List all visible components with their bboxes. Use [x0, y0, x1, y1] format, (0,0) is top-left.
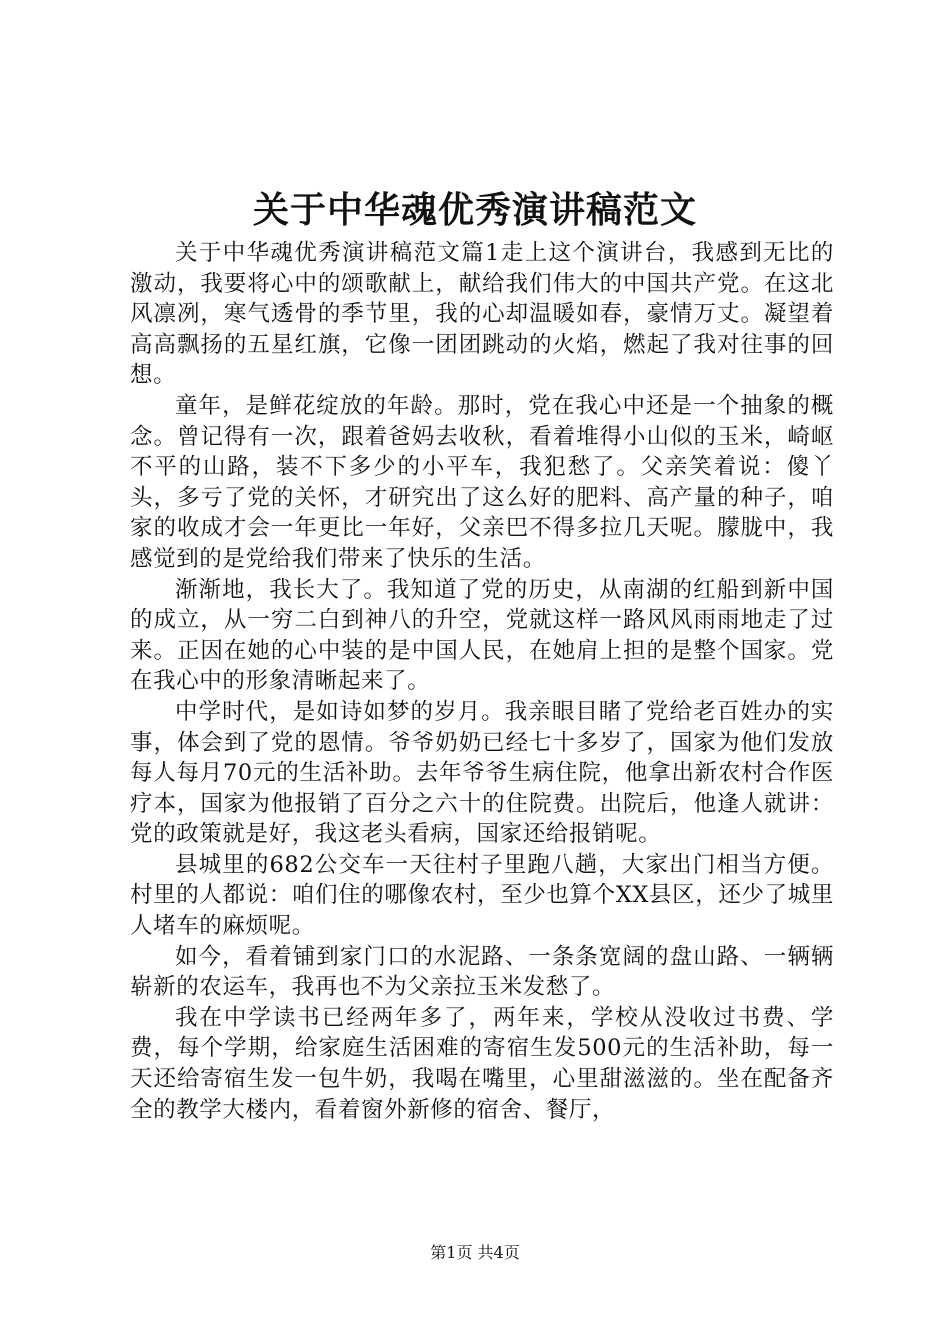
page-footer: 第1页 共4页 — [430, 1243, 520, 1262]
paragraph: 如今，看着铺到家门口的水泥路、一条条宽阔的盘山路、一辆辆崭新的农运车，我再也不为父亲拉玉米发愁了。 — [130, 943, 834, 1001]
document-title: 关于中华魂优秀演讲稿范文 — [252, 189, 697, 231]
document-body — [130, 238, 834, 1125]
paragraph: 中学时代，是如诗如梦的岁月。我亲眼目睹了党给老百姓办的实事，体会到了党的恩情。爷爷奶奶已经七十多岁了，国家为他们发放每人每月70元的生活补助。去年爷爷生病住院，他拿出新农村合作医疗本，国家为他报销了百分之六十的住院费。出院后，他逢人就讲：党的政策就是好，我这老头看病，国家还给报销呢。 — [130, 698, 834, 848]
paragraph: 我在中学读书已经两年多了，两年来，学校从没收过书费、学费，每个学期，给家庭生活困难的寄宿生发500元的生活补助，每一天还给寄宿生发一包牛奶，我喝在嘴里，心里甜滋滋的。坐在配备齐全的教学大楼内，看着窗外新修的宿舍、餐厅， — [130, 1004, 834, 1123]
paragraph: 童年，是鲜花绽放的年龄。那时，党在我心中还是一个抽象的概念。曾记得有一次，跟着爸妈去收秋，看着堆得小山似的玉米，崎岖不平的山路，装不下多少的小平车，我犯愁了。父亲笑着说：傻丫头，多亏了党的关怀，才研究出了这么好的肥料、高产量的种子，咱家的收成才会一年更比一年好，父亲巴不得多拉几天呢。朦胧中，我感觉到的是党给我们带来了快乐的生活。 — [130, 392, 834, 572]
paragraph: 县城里的682公交车一天往村子里跑八趟，大家出门相当方便。村里的人都说：咱们住的哪像农村，至少也算个XX县区，还少了城里人堵车的麻烦呢。 — [130, 851, 834, 940]
paragraph: 渐渐地，我长大了。我知道了党的历史，从南湖的红船到新中国的成立，从一穷二白到神八的升空，党就这样一路风风雨雨地走了过来。正因在她的心中装的是中国人民，在她肩上担的是整个国家。党在我心中的形象清晰起来了。 — [130, 576, 834, 695]
paragraph: 关于中华魂优秀演讲稿范文篇1走上这个演讲台，我感到无比的激动，我要将心中的颂歌献上，献给我们伟大的中国共产党。在这北风凛冽，寒气透骨的季节里，我的心却温暖如春，豪情万丈。凝望着高高飘扬的五星红旗，它像一团团跳动的火焰，燃起了我对往事的回想。 — [130, 240, 834, 389]
